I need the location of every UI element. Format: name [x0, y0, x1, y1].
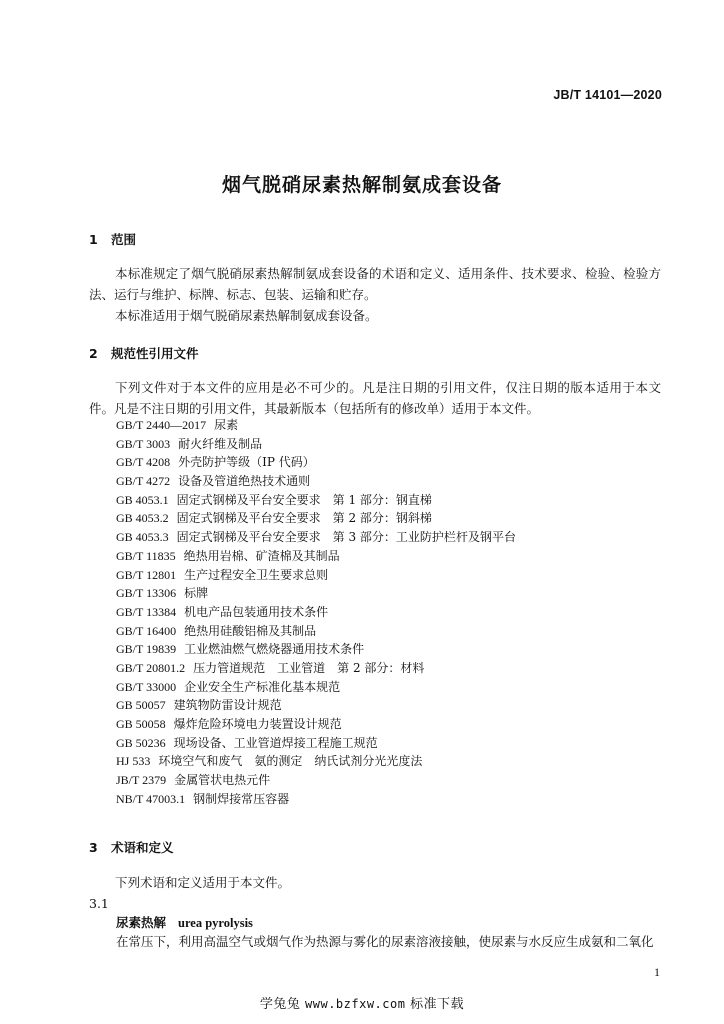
reference-item: [116, 547, 516, 566]
reference-title: 绝热用岩棉、矿渣棉及其制品: [183, 548, 340, 563]
reference-item: [116, 509, 516, 528]
reference-code: GB 4053.2: [116, 511, 169, 526]
reference-code: GB/T 11835: [116, 548, 176, 563]
reference-code: GB/T 19839: [116, 642, 177, 657]
reference-code: GB/T 13306: [116, 586, 177, 601]
reference-title: 金属管状电热元件: [174, 773, 271, 788]
section-title: 范围: [111, 232, 137, 247]
reference-item: [116, 659, 516, 678]
reference-title: 爆炸危险环境电力装置设计规范: [173, 717, 342, 731]
section-title: 术语和定义: [111, 840, 174, 855]
reference-title: 工业燃油燃气燃烧器通用技术条件: [184, 642, 365, 657]
reference-title: 尿素: [214, 418, 239, 432]
reference-code: GB/T 13384: [116, 604, 177, 619]
footer-site-name: 学兔兔: [259, 997, 301, 1012]
reference-code: GB/T 4272: [116, 474, 171, 489]
reference-item: [116, 752, 516, 771]
standard-code: JB/T 14101—2020: [553, 88, 662, 102]
reference-item: [116, 435, 516, 454]
section-number: 2: [89, 346, 98, 361]
reference-code: GB/T 16400: [116, 623, 177, 638]
section-1-heading: [89, 230, 136, 248]
reference-item: [116, 640, 516, 659]
section-3-intro: 下列术语和定义适用于本文件。: [115, 875, 291, 890]
reference-title: 固定式钢梯及平台安全要求 第 3 部分：工业防护栏杆及钢平台: [176, 530, 516, 545]
reference-item: [116, 771, 516, 790]
reference-item: [116, 566, 516, 585]
reference-code: GB 4053.1: [116, 492, 169, 507]
reference-title: 耐火纤维及制品: [178, 436, 263, 451]
reference-item: [116, 715, 516, 734]
reference-code: JB/T 2379: [116, 773, 167, 788]
section-1-para-2: 本标准适用于烟气脱硝尿素热解制氨成套设备。: [115, 308, 378, 323]
reference-code: GB/T 20801.2: [116, 660, 186, 675]
section-title: 规范性引用文件: [111, 346, 199, 361]
section-2-heading: [89, 344, 199, 362]
reference-title: 固定式钢梯及平台安全要求 第 2 部分：钢斜梯: [176, 511, 432, 526]
reference-code: GB/T 2440—2017: [116, 418, 207, 432]
section-2-intro: 下列文件对于本文件的应用是必不可少的。凡是注日期的引用文件，仅注日期的版本适用于本文件。凡是不注日期的引用文件，其最新版本（包括所有的修改单）适用于本文件。: [89, 380, 661, 416]
reference-code: GB 4053.3: [116, 530, 169, 545]
reference-code: GB/T 4208: [116, 455, 171, 470]
reference-title: 外壳防护等级（IP 代码）: [178, 455, 315, 470]
term-chinese: 尿素热解: [116, 915, 167, 930]
reference-item: [116, 603, 516, 622]
reference-item: [116, 622, 516, 641]
reference-title: 标牌: [184, 586, 209, 601]
reference-code: GB 50236: [116, 735, 166, 750]
reference-code: GB/T 33000: [116, 679, 177, 694]
term-english: urea pyrolysis: [178, 916, 253, 930]
footer-url[interactable]: www.bzfxw.com: [305, 997, 406, 1011]
section-3-heading: [89, 838, 174, 856]
term-entry: [116, 914, 253, 932]
reference-item: [116, 696, 516, 715]
reference-title: 钢制焊接常压容器: [193, 791, 290, 806]
reference-code: GB 50057: [116, 698, 166, 713]
reference-code: NB/T 47003.1: [116, 791, 186, 806]
page-number: 1: [654, 965, 660, 979]
normative-reference-list: [116, 416, 516, 808]
section-number: 3: [89, 840, 98, 855]
footer-label: 标准下载: [410, 997, 465, 1012]
reference-title: 企业安全生产标准化基本规范: [184, 679, 341, 694]
reference-code: GB 50058: [116, 717, 166, 731]
reference-code: HJ 533: [116, 754, 151, 769]
term-definition: 在常压下，利用高温空气或烟气作为热源与雾化的尿素溶液接触，使尿素与水反应生成氨和二氧化: [116, 934, 654, 949]
reference-title: 固定式钢梯及平台安全要求 第 1 部分：钢直梯: [176, 492, 432, 507]
reference-item: [116, 416, 516, 435]
section-number: 1: [89, 232, 98, 247]
reference-title: 绝热用硅酸铝棉及其制品: [184, 623, 317, 638]
reference-item: [116, 528, 516, 547]
reference-title: 生产过程安全卫生要求总则: [184, 567, 329, 582]
reference-title: 建筑物防雷设计规范: [173, 698, 282, 713]
reference-item: [116, 790, 516, 809]
document-title: 烟气脱硝尿素热解制氨成套设备: [221, 174, 502, 196]
reference-title: 环境空气和废气 氨的测定 纳氏试剂分光光度法: [158, 754, 423, 769]
reference-code: GB/T 3003: [116, 436, 171, 451]
footer-watermark: [0, 993, 724, 1012]
reference-code: GB/T 12801: [116, 567, 177, 582]
reference-item: [116, 584, 516, 603]
reference-item: [116, 678, 516, 697]
reference-title: 设备及管道绝热技术通则: [178, 474, 311, 489]
reference-item: [116, 491, 516, 510]
reference-title: 现场设备、工业管道焊接工程施工规范: [173, 735, 378, 750]
reference-item: [116, 734, 516, 753]
clause-number: 3.1: [89, 896, 109, 911]
reference-title: 机电产品包装通用技术条件: [184, 604, 329, 619]
section-1-para-1: 本标准规定了烟气脱硝尿素热解制氨成套设备的术语和定义、适用条件、技术要求、检验、检验方法、运行与维护、标牌、标志、包装、运输和贮存。: [89, 266, 661, 302]
reference-item: [116, 453, 516, 472]
reference-item: [116, 472, 516, 491]
reference-title: 压力管道规范 工业管道 第 2 部分：材料: [193, 660, 425, 675]
